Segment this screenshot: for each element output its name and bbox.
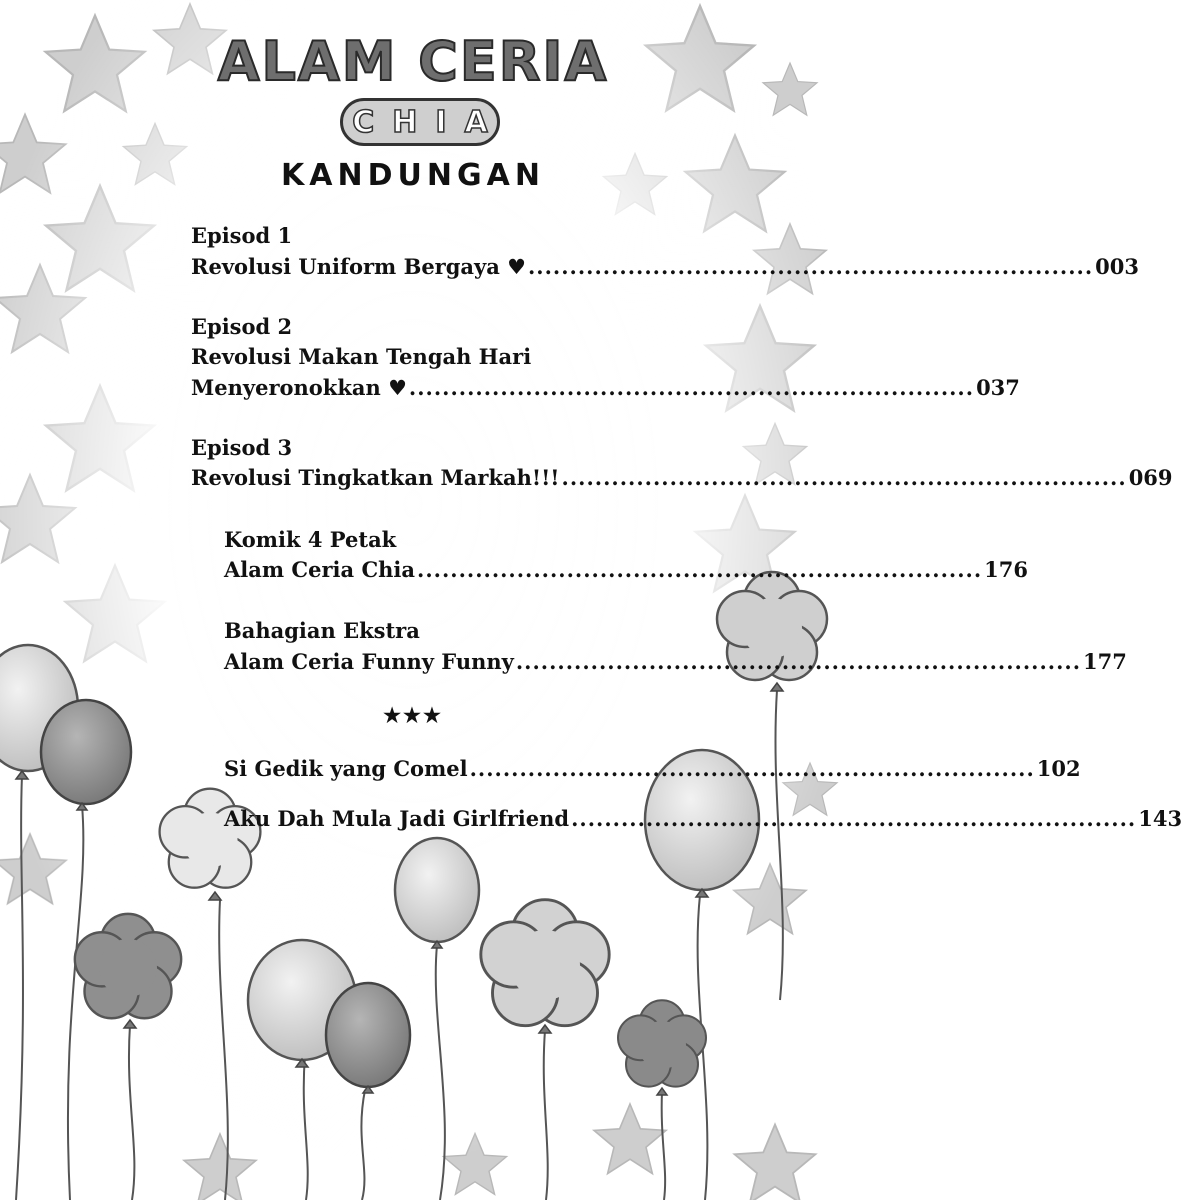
episode-2-title-line2: Menyeronokkan ♥ xyxy=(191,375,407,400)
dot-leader: .................................................................... xyxy=(515,649,1082,674)
ekstra-title: Alam Ceria Funny Funny xyxy=(224,649,514,674)
ekstra-label: Bahagian Ekstra xyxy=(224,618,420,643)
episode-1-entry[interactable] xyxy=(191,252,1139,282)
dot-leader: .................................................................... xyxy=(528,254,1094,279)
episode-3-page: 069 xyxy=(1128,465,1173,490)
dot-leader: .................................................................... xyxy=(561,465,1127,490)
gedik-title: Si Gedik yang Comel xyxy=(224,756,468,781)
ekstra-page: 177 xyxy=(1083,649,1127,674)
komik-title: Alam Ceria Chia xyxy=(224,557,416,582)
girlfriend-entry[interactable] xyxy=(224,804,1182,834)
komik-label: Komik 4 Petak xyxy=(224,527,397,552)
episode-3-label: Episod 3 xyxy=(191,435,293,460)
episode-2-page: 037 xyxy=(976,375,1020,400)
episode-2-title-line1: Revolusi Makan Tengah Hari xyxy=(191,344,532,369)
dot-leader: .................................................................... xyxy=(417,557,983,582)
book-subtitle: CHIA xyxy=(352,104,506,140)
episode-1-title: Revolusi Uniform Bergaya ♥ xyxy=(191,254,526,279)
contents-heading: KANDUNGAN xyxy=(281,158,545,193)
episode-3-entry[interactable] xyxy=(191,463,1173,493)
dot-leader: .................................................................... xyxy=(571,806,1137,831)
gedik-entry[interactable] xyxy=(224,754,1081,784)
episode-3-title: Revolusi Tingkatkan Markah!!! xyxy=(191,465,560,490)
episode-2-entry[interactable] xyxy=(191,373,1020,403)
dot-leader: .................................................................... xyxy=(408,375,975,400)
girlfriend-page: 143 xyxy=(1138,806,1182,831)
komik-page: 176 xyxy=(984,557,1029,582)
komik-entry[interactable] xyxy=(224,555,1029,585)
ekstra-entry[interactable] xyxy=(224,647,1127,677)
section-separator: ★★★ xyxy=(383,703,443,727)
episode-1-label: Episod 1 xyxy=(191,223,293,248)
episode-2-label: Episod 2 xyxy=(191,314,293,339)
book-title: ALAM CERIA xyxy=(217,30,609,93)
girlfriend-title: Aku Dah Mula Jadi Girlfriend xyxy=(224,806,570,831)
episode-1-page: 003 xyxy=(1095,254,1139,279)
dot-leader: .................................................................... xyxy=(469,756,1035,781)
gedik-page: 102 xyxy=(1036,756,1081,781)
